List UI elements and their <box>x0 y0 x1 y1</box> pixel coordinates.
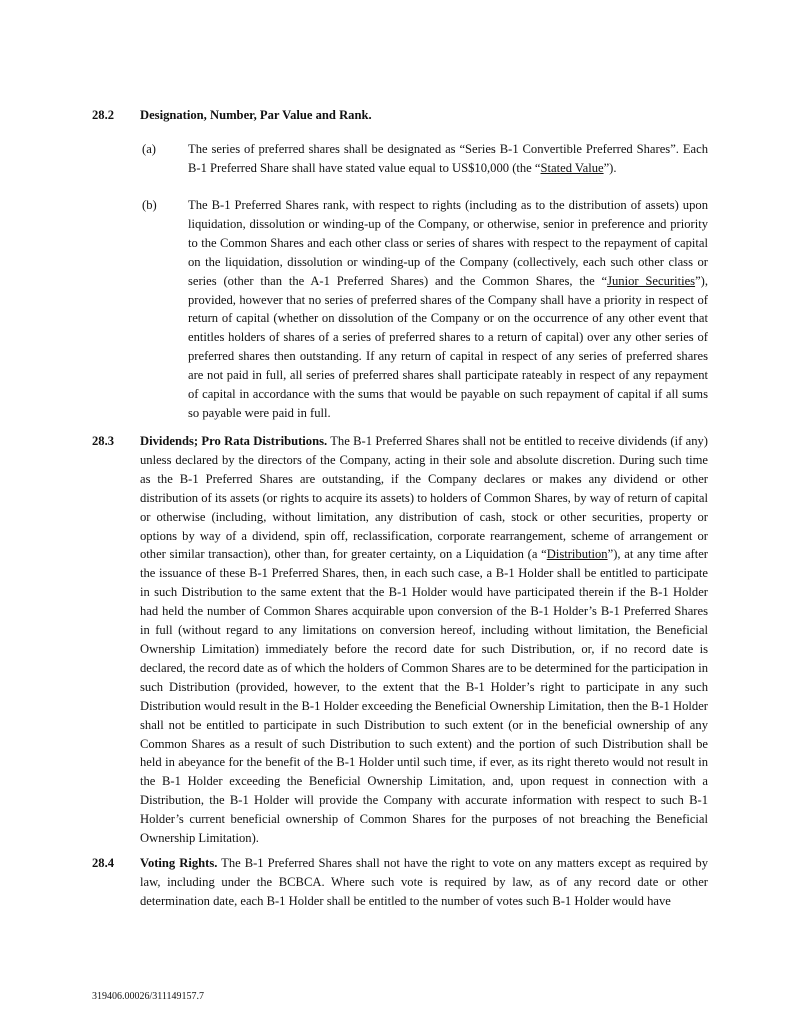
section-28-2-heading <box>92 106 712 124</box>
subsection-label: (a) <box>142 142 156 156</box>
section-title: Dividends; Pro Rata Distributions. <box>140 434 328 448</box>
subsection-label: (b) <box>142 198 157 212</box>
section-28-3 <box>92 432 708 848</box>
section-text: Dividends; Pro Rata Distributions. The B-1 Preferred Shares shall not be entitled to receive dividends (if any) unless declared by the directors of the Company, acting in their sole and absolute discretion. During such time as the B-1 Preferred Shares are outstanding, if the Company declares or makes any dividend or other distribution of its assets (or rights to acquire its assets) to holders of Common Shares, by way of return of capital or otherwise (including, without limitation, any distribution of cash, stock or other securities, property or options by way of a dividend, spin off, reclassification, corporate rearrangement, scheme of arrangement or other similar transaction), other than, for greater certainty, on a Liquidation (a “Distribution”), at any time after the issuance of these B-1 Preferred Shares, then, in each such case, a B-1 Holder shall be entitled to participate in such Distribution to the same extent that the B-1 Holder would have participated therein if the B-1 Holder had held the number of Common Shares acquirable upon conversion of the B-1 Holder’s B-1 Preferred Shares in full (without regard to any limitations on conversion hereof, including without limitation, the Beneficial Ownership Limitation) immediately before the record date for such Distribution, or, if no record date is declared, the record date as of which the holders of Common Shares are to be determined for the participation in such Distribution (provided, however, to the extent that the B-1 Holder’s right to participate in any such Distribution would result in the B-1 Holder exceeding the Beneficial Ownership Limitation, then the B-1 Holder shall not be entitled to participate in such Distribution to such extent (or in the beneficial ownership of any Common Shares as a result of such Distribution to such extent) and the portion of such Distribution shall be held in abeyance for the benefit of the B-1 Holder until such time, if ever, as its right thereto would not result in the B-1 Holder exceeding the Beneficial Ownership Limitation, and, upon request in connection with a Distribution, the B-1 Holder will provide the Company with accurate information with respect to such B-1 Holder’s current beneficial ownership of Common Shares for the purposes of not breaching the Beneficial Ownership Limitation). <box>140 434 709 846</box>
defined-term-junior-securities: Junior Securities <box>607 273 696 288</box>
subsection-text: The series of preferred shares shall be designated as “Series B-1 Convertible Preferred Shares”. Each B-1 Preferred Share shall have stated value equal to US$10,000 (the “Stated Value”). <box>188 142 708 175</box>
section-title: Voting Rights. <box>140 856 218 870</box>
subsection-text: The B-1 Preferred Shares rank, with respect to rights (including as to the distribution of assets) upon liquidation, dissolution or winding-up of the Company, or otherwise, senior in preference and priority to the Common Shares and each other class or series of shares with respect to the repayment of capital on the liquidation, dissolution or winding-up of the Company (collectively, each such other class or series (other than the A-1 Preferred Shares) and the Common Shares, the “Junior Securities”), provided, however that no series of preferred shares of the Company shall have a priority in respect of return of capital (whether on dissolution of the Company or on the occurrence of any other event that entitles holders of shares of a series of preferred shares to a return of capital) over any other series of preferred shares then outstanding. If any return of capital in respect of any series of preferred shares are not paid in full, all series of preferred shares shall participate rateably in respect of any repayment of capital in accordance with the sums that would be payable on such repayment of capital if all sums so payable were paid in full. <box>188 198 708 420</box>
section-text: Voting Rights. The B-1 Preferred Shares shall not have the right to vote on any matters except as required by law, including under the BCBCA. Where such vote is required by law, as of any record date or other determination date, each B-1 Holder shall be entitled to the number of votes such B-1 Holder would have <box>140 856 709 908</box>
defined-term-stated-value: Stated Value <box>540 160 604 175</box>
document-id-footer: 319406.00026/311149157.7 <box>92 991 205 1002</box>
subsection-b <box>142 196 708 423</box>
defined-term-distribution: Distribution <box>546 547 608 562</box>
subsection-a <box>142 140 708 178</box>
section-28-4 <box>92 854 708 911</box>
section-title: Designation, Number, Par Value and Rank. <box>140 108 372 122</box>
section-number: 28.4 <box>92 856 115 870</box>
section-number: 28.2 <box>92 108 115 122</box>
section-number: 28.3 <box>92 434 115 448</box>
